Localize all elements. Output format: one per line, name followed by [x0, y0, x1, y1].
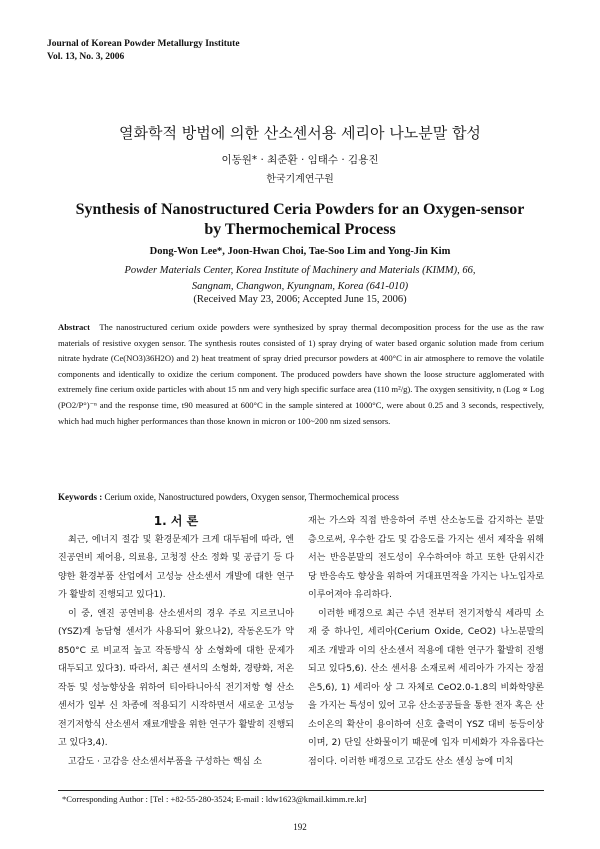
english-authors: Dong-Won Lee*, Joon-Hwan Choi, Tae-Soo Lim and Yong-Jin Kim [149, 246, 451, 257]
body-right-column [308, 512, 544, 771]
page-number: 192 [293, 822, 307, 832]
abstract [58, 320, 544, 429]
body-paragraph: 이러한 배경으로 최근 수년 전부터 전기저항식 세라믹 소재 중 하나인, 세리아(Cerium Oxide, CeO2) 나노분말의 제조 개발과 이의 산소센서 적용에 대한 연구가 활발히 진행되고 있다5,6). 산소 센서용 소재로써 세리아가 가지는 장점은5,6), 1) 세리아 상 그 자체로 CeO2.0-1.8의 비화학양론을 가지는 특성이 있어 고유 산소공공들을 통한 전자 혹은 산소이온의 확산이 용이하여 신호 출력이 YSZ 대비 동등이상 이며, 2) 단일 산화물이기 때문에 입자 미세화가 자유롭다는 점이다. 이러한 배경으로 고감도 산소 센싱 능에 미치 [308, 608, 544, 767]
abstract-text: The nanostructured cerium oxide powders were synthesized by spray thermal decomposition process for the use as the raw materials of resistive oxygen sensor. The synthesis routes consisted of 1) spray drying of water based organic solution made from cerium nitrate hydrate (Ce(NO3)36H2O) and 2) heat treatment of spray dried precursor powders at 400°C in air atmosphere to remove the volatile components and identically to oxidize the cerium component. The produced powders have shown the loose structure agglomerated with extremely fine cerium oxide particles with about 15 nm and very high specific surface area (110 m²/g). The oxygen sensitivity, n (Log ∝ Log (PO2/P°)⁻ⁿ and the response time, t90 measured at 600°C in the sample sintered at 1000°C, were about 0.25 and 3 seconds, respectively, which had much higher performances than those known in micron or 100~200 nm sized sensors. [58, 322, 545, 426]
journal-volume: Vol. 13, No. 3, 2006 [47, 52, 125, 62]
korean-affiliation: 한국기계연구원 [266, 174, 334, 185]
body-left-column [58, 512, 294, 771]
keywords-label: Keywords : [58, 492, 103, 502]
body-paragraph: 이 중, 엔진 공연비용 산소센서의 경우 주로 지르코니아(YSZ)계 농담형 센서가 사용되어 왔으나2), 작동온도가 약 850°C 로 비교적 높고 작동방식 상 소형화에 대한 문제가 대두되고 있다3). 따라서, 최근 센서의 소형화, 경량화, 저온작동 및 성능향상을 위하여 티아타니아식 전기저항 형 산소센서가 일부 신 차종에 적용되기 시작하면서 새로운 고성능 전기저항식 산소센서 재료개발을 위한 연구가 활발히 진행되고 있다3,4). [58, 608, 294, 748]
keywords [58, 492, 544, 502]
journal-name: Journal of Korean Powder Metallurgy Institute [47, 39, 240, 49]
received-dates: (Received May 23, 2006; Accepted June 15, 2006) [193, 294, 407, 305]
body-paragraph: 고감도 · 고감응 산소센서부품을 구성하는 핵심 소 [68, 756, 262, 767]
body-paragraph: 재는 가스와 직접 반응하여 주변 산소농도를 감지하는 분말 층으로써, 우수한 감도 및 감응도를 가지는 센서 제작을 위해서는 반응분말의 전도성이 우수하여야 하고 또한 단위시간 당 반응속도 향상을 위하여 거대표면적을 가지는 나노입자로 이루어져야 유리하다. [308, 516, 544, 600]
korean-authors: 이동원* · 최준환 · 임태수 · 김용진 [221, 154, 379, 166]
english-affiliation-line1: Powder Materials Center, Korea Institute of Machinery and Materials (KIMM), 66, [124, 265, 476, 276]
section-title: 1. 서 론 [153, 514, 199, 528]
abstract-label: Abstract [58, 322, 90, 332]
english-title-line2: by Thermochemical Process [204, 221, 396, 238]
journal-header [47, 38, 240, 64]
footnote-divider [58, 790, 544, 791]
english-affiliation [0, 263, 600, 295]
english-title-line1: Synthesis of Nanostructured Ceria Powders for an Oxygen-sensor [75, 201, 525, 218]
corresponding-author-footnote: *Corresponding Author : [Tel : +82-55-280-3524; E-mail : ldw1623@kmail.kimm.re.kr] [62, 794, 367, 804]
korean-title: 열화학적 방법에 의한 산소센서용 세리아 나노분말 합성 [119, 124, 481, 142]
english-title [0, 200, 600, 240]
body-paragraph: 최근, 에너지 절감 및 환경문제가 크게 대두됨에 따라, 엔진공연비 제어용, 의료용, 고청정 산소 정화 및 공급기 등 다양한 환경부품 산업에서 고성능 산소센서 개발에 대한 연구가 활발히 진행되고 있다1). [58, 534, 294, 600]
keywords-text: Cerium oxide, Nanostructured powders, Oxygen sensor, Thermochemical process [104, 492, 399, 502]
english-affiliation-line2: Sangnam, Changwon, Kyungnam, Korea (641-010) [191, 281, 409, 292]
